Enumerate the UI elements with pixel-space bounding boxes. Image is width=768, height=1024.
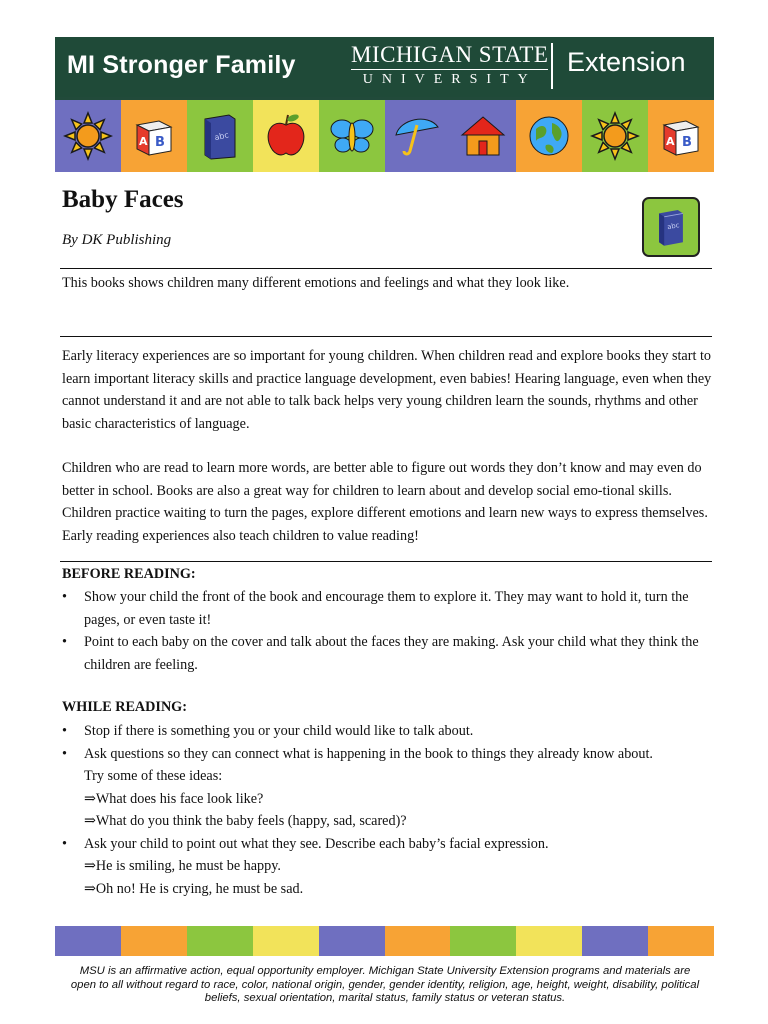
globe-icon <box>516 100 582 172</box>
list-item-text: Ask questions so they can connect what is happening in the book to things they already know about. <box>84 745 653 762</box>
book-icon <box>187 100 253 172</box>
svg-text:B: B <box>154 135 165 150</box>
color-stripe <box>319 926 385 956</box>
list-item-text: Show your child the front of the book and encourage them to explore it. They may want to hold it, turn the pages, or even taste it! <box>84 589 689 628</box>
list-item <box>62 833 712 901</box>
abc-block-icon <box>121 100 187 172</box>
msu-logo <box>351 43 548 90</box>
book-byline: By DK Publishing <box>62 232 172 248</box>
prompt-line: ⇒What do you think the baby feels (happy, sad, scared)? <box>84 813 407 829</box>
bullet: • <box>62 723 67 739</box>
divider <box>60 336 712 337</box>
list-item-subtext: Try some of these ideas: <box>84 768 223 784</box>
svg-text:A: A <box>138 135 148 148</box>
color-stripe <box>582 926 648 956</box>
umbrella-icon <box>385 100 451 172</box>
msu-logo-line2: UNIVERSITY <box>351 69 548 90</box>
svg-text:B: B <box>682 135 693 150</box>
bullet: • <box>62 835 67 852</box>
header-banner <box>55 37 714 172</box>
brand-title: MI Stronger Family <box>67 51 296 79</box>
divider <box>60 268 712 269</box>
apple-icon <box>253 100 319 172</box>
bullet: • <box>62 745 67 762</box>
color-stripe <box>187 926 253 956</box>
while-reading-list <box>62 720 712 900</box>
list-item <box>62 743 712 833</box>
color-stripe <box>516 926 582 956</box>
logo-divider <box>551 43 553 89</box>
prompt-line: ⇒Oh no! He is crying, he must be sad. <box>84 880 304 897</box>
before-reading-list <box>62 586 712 676</box>
footer-color-stripes <box>55 926 714 956</box>
header-title-bar <box>55 37 714 97</box>
list-item-text: Stop if there is something you or your child would like to talk about. <box>84 723 474 739</box>
list-item <box>62 586 712 631</box>
prompt-line: ⇒He is smiling, he must be happy. <box>84 858 281 874</box>
book-title: Baby Faces <box>62 186 184 213</box>
msu-logo-line1: MICHIGAN STATE <box>351 42 549 67</box>
house-icon <box>450 100 516 172</box>
list-item-text: Point to each baby on the cover and talk about the faces they are making. Ask your child what they think the children are feeling. <box>84 634 699 673</box>
list-item-text: Ask your child to point out what they see. Describe each baby’s facial expression. <box>84 835 549 852</box>
book-badge-icon <box>642 197 700 257</box>
butterfly-icon <box>319 100 385 172</box>
sun-icon <box>582 100 648 172</box>
color-stripe <box>55 926 121 956</box>
before-reading-heading: BEFORE READING: <box>62 566 196 582</box>
extension-label: Extension <box>567 47 686 77</box>
color-stripe <box>121 926 187 956</box>
intro-paragraph-2: Children who are read to learn more words, are better able to figure out words they don’t know and may even do better in school. Books are also a great way for children to learn about and develop social emo-tional skills. Children practice waiting to turn the pages, explore different emotions and learn new ways to express themselves. Early reading experiences also teach children to value reading! <box>62 460 708 544</box>
bullet: • <box>62 589 67 605</box>
divider <box>60 561 712 562</box>
color-stripe <box>450 926 516 956</box>
color-stripe <box>648 926 714 956</box>
footer-disclaimer: MSU is an affirmative action, equal opportunity employer. Michigan State University Extension programs and materials are open to all without regard to race, color, national origin, gender, gender identity, religion, age, height, weight, disability, political beliefs, sexual orientation, marital status, family status or veteran status. <box>70 965 700 1004</box>
while-reading-heading: WHILE READING: <box>62 699 187 715</box>
svg-text:abc: abc <box>213 130 230 143</box>
color-stripe <box>385 926 451 956</box>
list-item <box>62 631 712 676</box>
sun-icon <box>55 100 121 172</box>
color-stripe <box>253 926 319 956</box>
bullet: • <box>62 634 67 650</box>
icon-tile-strip <box>55 100 714 172</box>
intro-paragraph-1: Early literacy experiences are so important for young children. When children read and explore books they start to learn important literacy skills and practice language development, even babies! Hearing language, even when they cannot understand it and are not able to talk back helps very young children learn the sounds, rhythms and other basic characteristics of language. <box>62 348 712 432</box>
prompt-line: ⇒What does his face look like? <box>84 790 264 807</box>
list-item <box>62 720 712 743</box>
book-summary: This books shows children many different emotions and feelings and what they look like. <box>62 275 570 291</box>
svg-text:abc: abc <box>666 221 681 232</box>
svg-text:A: A <box>666 135 675 148</box>
abc-block-icon <box>648 100 714 172</box>
